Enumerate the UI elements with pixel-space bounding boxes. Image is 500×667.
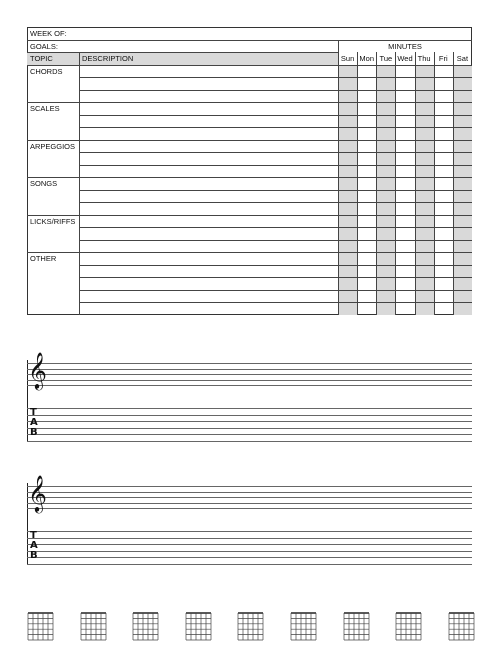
week-of-label: WEEK OF: <box>30 29 67 38</box>
description-cell[interactable] <box>80 216 337 227</box>
topic-label-scales: SCALES <box>30 104 60 113</box>
minutes-column-divider <box>338 40 339 315</box>
staff-line <box>27 508 472 509</box>
description-cell[interactable] <box>80 103 337 114</box>
staff-line <box>27 497 472 498</box>
description-cell[interactable] <box>80 303 337 314</box>
description-cell[interactable] <box>80 291 337 302</box>
description-cell[interactable] <box>80 153 337 164</box>
day-column-divider <box>357 52 358 315</box>
goals-label: GOALS: <box>30 41 58 51</box>
week-row-divider <box>27 40 472 41</box>
description-header: DESCRIPTION <box>82 54 134 63</box>
description-cell[interactable] <box>80 66 337 77</box>
chord-grid-icon <box>132 612 159 641</box>
staff-line <box>27 492 472 493</box>
chord-grid-icon <box>290 612 317 641</box>
tab-line <box>27 415 472 416</box>
staff-line <box>27 380 472 381</box>
staff-system <box>27 351 472 444</box>
chord-grid-icon <box>395 612 422 641</box>
topic-label-arpeggios: ARPEGGIOS <box>30 141 76 151</box>
tab-line <box>27 551 472 552</box>
tab-letter-t: T <box>30 407 37 418</box>
tab-line <box>27 441 472 442</box>
day-column-divider <box>415 52 416 315</box>
tab-letter-a: A <box>30 540 38 551</box>
topic-label-songs: SONGS <box>30 179 58 188</box>
tab-line <box>27 538 472 539</box>
tab-line <box>27 408 472 409</box>
day-header-sat: Sat <box>456 54 469 63</box>
description-cell[interactable] <box>80 116 337 127</box>
tab-line <box>27 531 472 532</box>
treble-clef-icon: 𝄞 <box>28 351 47 389</box>
chord-grid-icon <box>27 612 54 641</box>
day-column-divider <box>453 52 454 315</box>
staff-line <box>27 385 472 386</box>
description-cell[interactable] <box>80 191 337 202</box>
description-cell[interactable] <box>80 228 337 239</box>
chord-grid-icon <box>448 612 475 641</box>
staff-line <box>27 374 472 375</box>
day-header-sun: Sun <box>340 54 355 63</box>
tab-line <box>27 434 472 435</box>
description-cell[interactable] <box>80 253 337 264</box>
day-column-divider <box>395 52 396 315</box>
day-column-divider <box>434 52 435 315</box>
day-header-fri: Fri <box>438 54 448 63</box>
description-cell[interactable] <box>80 141 337 152</box>
topic-label-licks-riffs: LICKS/RIFFS <box>30 216 76 226</box>
description-cell[interactable] <box>80 178 337 189</box>
day-header-wed: Wed <box>397 54 413 63</box>
staff-line <box>27 363 472 364</box>
chord-grid-icon <box>80 612 107 641</box>
tab-line <box>27 544 472 545</box>
tab-line <box>27 421 472 422</box>
treble-clef-icon: 𝄞 <box>28 474 47 512</box>
tab-letter-t: T <box>30 530 37 541</box>
description-cell[interactable] <box>80 241 337 252</box>
description-cell[interactable] <box>80 91 337 102</box>
tab-line <box>27 564 472 565</box>
description-cell[interactable] <box>80 78 337 89</box>
chord-grid-icon <box>185 612 212 641</box>
description-cell[interactable] <box>80 166 337 177</box>
description-cell[interactable] <box>80 203 337 214</box>
day-column-divider <box>376 52 377 315</box>
day-header-thu: Thu <box>417 54 431 63</box>
staff-line <box>27 503 472 504</box>
goals-row-divider <box>27 52 338 53</box>
staff-system <box>27 474 472 567</box>
topic-label-other: OTHER <box>30 254 57 263</box>
tab-line <box>27 428 472 429</box>
topic-label-chords: CHORDS <box>30 66 63 76</box>
description-cell[interactable] <box>80 278 337 289</box>
tab-letter-b: B <box>30 427 38 438</box>
staff-line <box>27 486 472 487</box>
minutes-label: MINUTES <box>388 41 422 51</box>
tab-letter-b: B <box>30 550 38 561</box>
header-row-shade <box>27 52 338 65</box>
tab-letter-a: A <box>30 417 38 428</box>
description-cell[interactable] <box>80 128 337 139</box>
tab-line <box>27 557 472 558</box>
day-header-tue: Tue <box>379 54 393 63</box>
day-header-mon: Mon <box>359 54 374 63</box>
chord-grid-icon <box>237 612 264 641</box>
staff-line <box>27 369 472 370</box>
description-cell[interactable] <box>80 266 337 277</box>
topic-header: TOPIC <box>30 54 53 63</box>
chord-grid-icon <box>343 612 370 641</box>
